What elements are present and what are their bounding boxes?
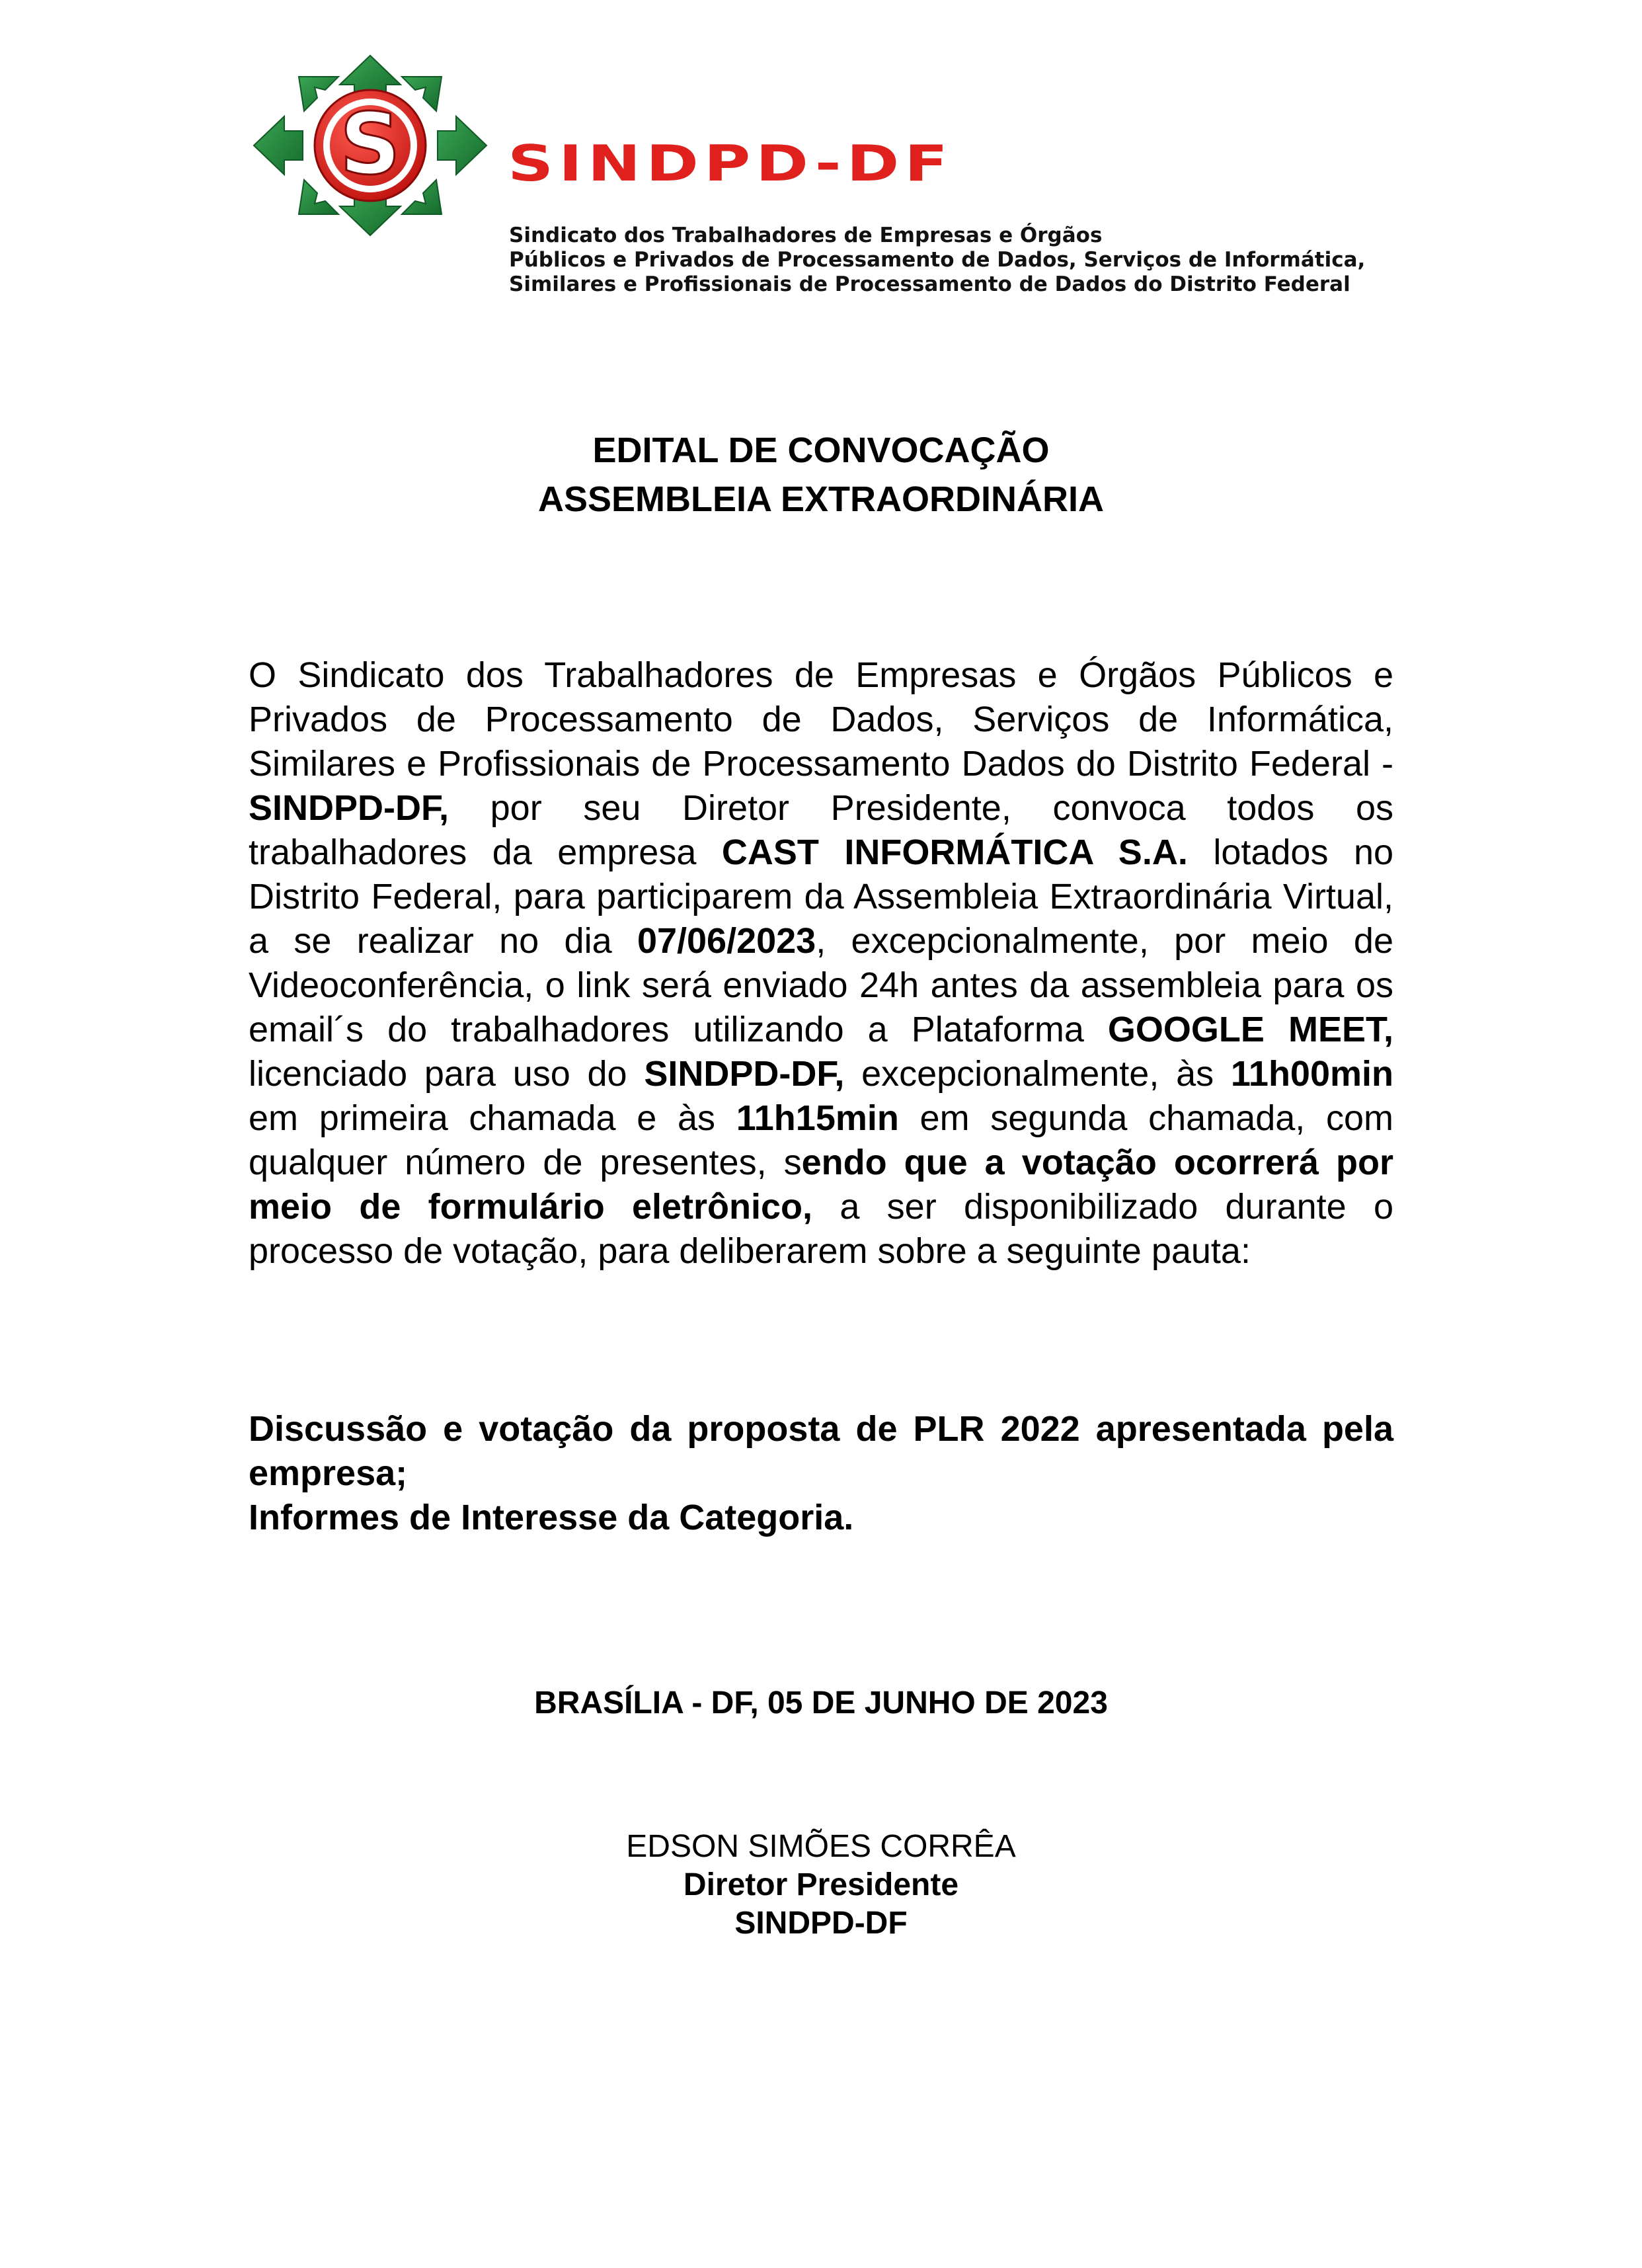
body-text: por seu Diretor Presidente, convoca todos os trabalhadores da empresa (249, 788, 1393, 872)
signatory-name: EDSON SIMÕES CORRÊA (626, 1829, 1016, 1864)
body-text: em segunda chamada, com qualquer número de presentes, s (249, 1098, 1393, 1182)
body-bold: SINDPD-DF, (249, 788, 450, 828)
body-text: O Sindicato dos Trabalhadores de Empresas e Órgãos Públicos e Privados de Processamento de Dados, Serviços de Informática, Similares e Profissionais de Processamento Dados do Distrito Federal - (249, 655, 1393, 784)
body-bold: SINDPD-DF, (644, 1054, 845, 1094)
convocation-paragraph (249, 653, 1393, 1274)
body-text: lotados no Distrito Federal, para participarem da Assembleia Extraordinária Virtual, a se realizar no dia (249, 832, 1394, 961)
signatory-org: SINDPD-DF (734, 1906, 908, 1941)
body-text: a ser disponibilizado durante o processo de votação, para deliberarem sobre a seguinte pauta: (249, 1187, 1393, 1271)
meeting-date: 07/06/2023 (637, 921, 816, 961)
body-text: , excepcionalmente, por meio de Videoconferência, o link será enviado 24h antes da assembleia para os email´s do trabalhadores utilizando a Plataforma (249, 921, 1393, 1049)
sindpd-logo-icon (251, 53, 489, 238)
document-title (0, 426, 1642, 524)
company-name: CAST INFORMÁTICA S.A. (721, 832, 1188, 872)
agenda-item: Informes de Interesse da Categoria. (249, 1498, 854, 1537)
place-date: BRASÍLIA - DF, 05 DE JUNHO DE 2023 (534, 1685, 1108, 1721)
voting-note: endo que a votação ocorrerá por meio de formulário eletrônico, (249, 1143, 1393, 1227)
title-line-2: ASSEMBLEIA EXTRAORDINÁRIA (537, 479, 1105, 519)
body-text: em primeira chamada e às (249, 1098, 736, 1138)
letterhead (251, 53, 1547, 296)
body-text: licenciado para uso do (249, 1054, 645, 1094)
org-fullname-line: Públicos e Privados de Processamento de Dados, Serviços de Informática, (509, 248, 1366, 272)
body-text: excepcionalmente, às (844, 1054, 1231, 1094)
second-call-time: 11h15min (736, 1098, 899, 1138)
org-fullname (509, 223, 1540, 297)
logo-letter: S (339, 95, 401, 194)
org-name: SINDPD-DF (508, 134, 953, 193)
agenda-item: Discussão e votação da proposta de PLR 2022 apresentada pela empresa; (249, 1409, 1393, 1493)
org-fullname-line: Similares e Profissionais de Processamento de Dados do Distrito Federal (509, 272, 1350, 296)
signatory-role: Diretor Presidente (683, 1867, 959, 1902)
platform-name: GOOGLE MEET, (1107, 1010, 1393, 1049)
agenda-list (249, 1407, 1393, 1540)
signature-block (0, 1828, 1642, 1943)
title-line-1: EDITAL DE CONVOCAÇÃO (592, 430, 1050, 470)
first-call-time: 11h00min (1230, 1054, 1393, 1094)
org-fullname-line: Sindicato dos Trabalhadores de Empresas e Órgãos (509, 223, 1103, 247)
